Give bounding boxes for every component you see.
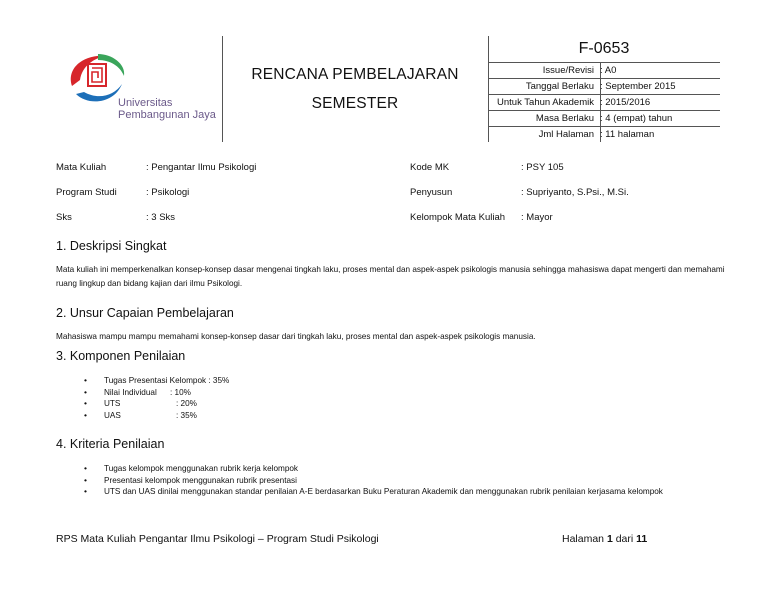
page-total: 11 <box>636 533 648 545</box>
mata-kuliah-value: : Pengantar Ilmu Psikologi <box>146 162 257 173</box>
penyusun-value: : Supriyanto, S.Psi., M.Si. <box>521 187 629 198</box>
komponen-list <box>90 375 229 422</box>
header-divider-left <box>222 36 223 142</box>
meta-value: : 11 halaman <box>600 129 655 140</box>
meta-value: : A0 <box>600 65 617 76</box>
meta-value: : September 2015 <box>600 81 676 92</box>
meta-label: Tanggal Berlaku <box>525 81 594 92</box>
page-prefix: Halaman <box>562 533 605 545</box>
komponen-value: : 35% <box>208 376 230 385</box>
kriteria-list <box>90 463 710 498</box>
section-heading-capaian: 2. Unsur Capaian Pembelajaran <box>56 306 234 320</box>
sks-label: Sks <box>56 212 72 223</box>
footer-page-number <box>562 533 647 545</box>
meta-label: Untuk Tahun Akademik <box>497 97 594 108</box>
list-item: • Tugas kelompok menggunakan rubrik kerja kelompok <box>90 463 710 475</box>
komponen-name: Tugas Presentasi Kelompok <box>104 376 207 385</box>
footer-course-title: RPS Mata Kuliah Pengantar Ilmu Psikologi – Program Studi Psikologi <box>56 533 379 545</box>
program-studi-value: : Psikologi <box>146 187 190 198</box>
sks-value: : 3 Sks <box>146 212 176 223</box>
list-item: • Presentasi kelompok menggunakan rubrik presentasi <box>90 475 710 487</box>
meta-label: Masa Berlaku <box>535 113 594 124</box>
komponen-value: : 10% <box>170 387 191 397</box>
deskripsi-text: Mata kuliah ini memperkenalkan konsep-konsep dasar mengenai tingkah laku, proses mental dan aspek-aspek psikologis manusia sehingga mahasiswa dapat mengerti dan memahami ruang lingkup dan bidang kajian dari ilmu Psikologi. <box>56 265 725 288</box>
logo-text-line2: Pembangunan Jaya <box>118 109 216 121</box>
meta-label: Jml Halaman <box>538 129 594 140</box>
logo-text-line1: Universitas <box>118 97 173 109</box>
komponen-value: : 20% <box>176 399 197 409</box>
list-item <box>90 410 229 422</box>
document-title-line2: SEMESTER <box>311 95 399 112</box>
meta-row-halaman <box>488 126 720 144</box>
kode-mk-label: Kode MK <box>410 162 450 173</box>
page-sep: dari <box>615 533 634 545</box>
kode-mk-value: : PSY 105 <box>521 162 564 173</box>
capaian-text: Mahasiswa mampu mampu memahami konsep-konsep dasar dari tingkah laku, proses mental dan aspek-aspek psikologis manusia. <box>56 332 536 341</box>
komponen-name: UAS <box>104 411 121 421</box>
page-current: 1 <box>606 533 613 545</box>
meta-label: Issue/Revisi <box>542 65 594 76</box>
kelompok-value: : Mayor <box>521 212 553 223</box>
document-title-line1: RENCANA PEMBELAJARAN <box>251 66 459 83</box>
list-item <box>90 387 229 399</box>
komponen-name: Nilai Individual <box>104 387 157 397</box>
program-studi-label: Program Studi <box>56 187 117 198</box>
list-item: • UTS dan UAS dinilai menggunakan standar penilaian A-E berdasarkan Buku Peraturan Akademik dan menggunakan rubrik penilaian kerjasama kelompok <box>90 486 710 498</box>
meta-value: : 4 (empat) tahun <box>600 113 673 124</box>
komponen-name: UTS <box>104 399 121 409</box>
section-heading-kriteria: 4. Kriteria Penilaian <box>56 437 165 451</box>
penyusun-label: Penyusun <box>410 187 453 198</box>
list-item <box>90 375 229 387</box>
mata-kuliah-label: Mata Kuliah <box>56 162 107 173</box>
meta-value: : 2015/2016 <box>600 97 651 108</box>
kelompok-label: Kelompok Mata Kuliah <box>410 212 506 223</box>
list-item <box>90 398 229 410</box>
section-heading-komponen: 3. Komponen Penilaian <box>56 349 186 363</box>
form-number: F-0653 <box>578 40 630 57</box>
section-heading-deskripsi: 1. Deskripsi Singkat <box>56 239 167 253</box>
komponen-value: : 35% <box>176 411 197 421</box>
